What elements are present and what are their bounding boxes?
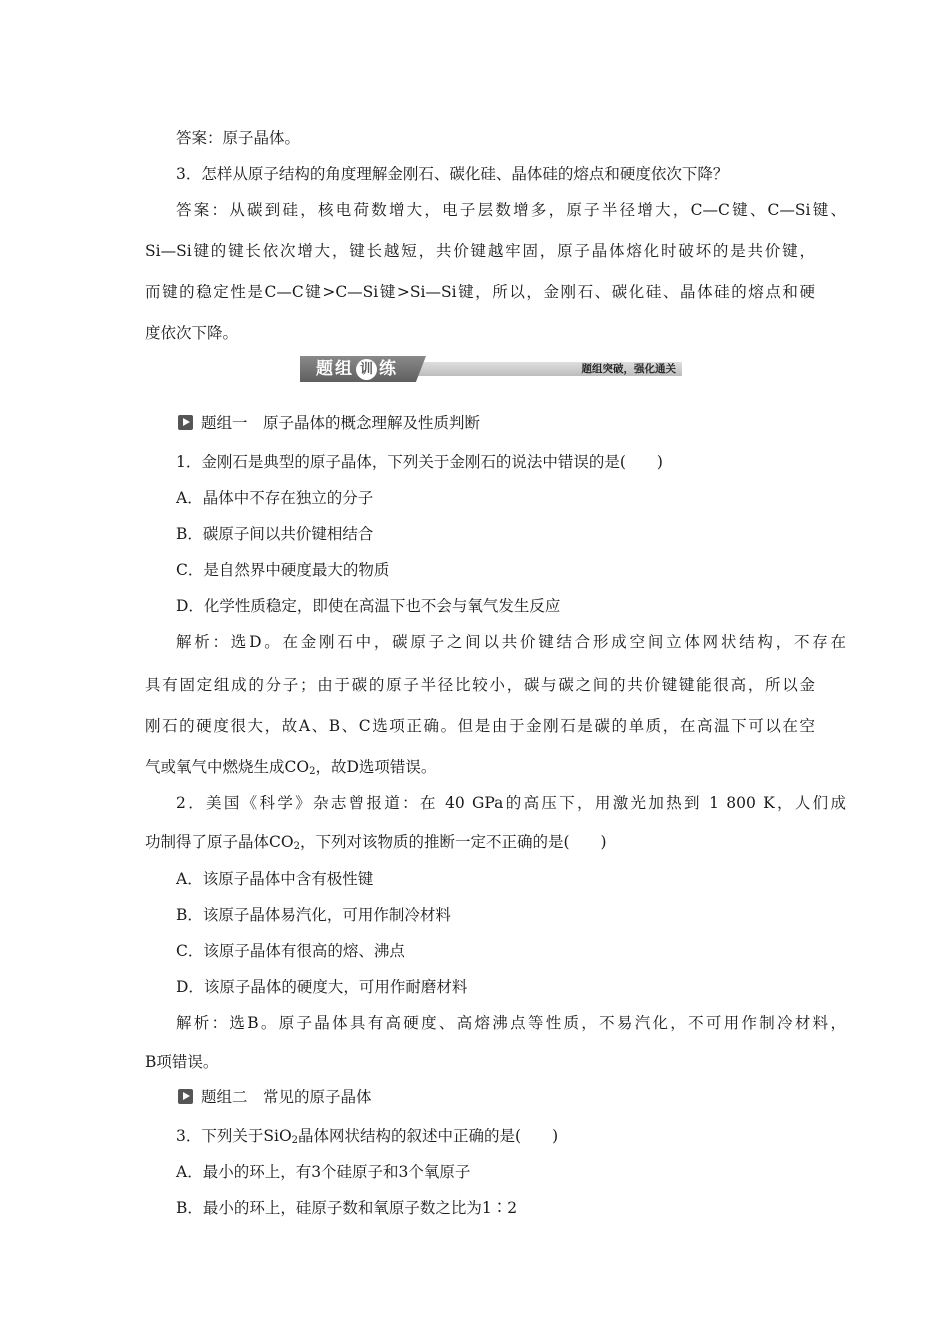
banner-title-part-b: 练 — [379, 359, 398, 379]
g1-q1-analysis-4a: 气或氧气中燃烧生成CO — [145, 758, 310, 776]
g1-q1-option-b: B．碳原子间以共价键相结合 — [176, 525, 374, 543]
banner-bar — [418, 362, 682, 376]
answer-line-4: 度依次下降。 — [145, 324, 239, 342]
g2-q3-stem — [176, 1126, 846, 1146]
answer-line-2: Si—Si键的键长依次增大，键长越短，共价键越牢固，原子晶体熔化时破坏的是共价键， — [145, 242, 815, 260]
group-2-label: 题组二 常见的原子晶体 — [201, 1088, 372, 1106]
banner-circle-glyph: 训 — [356, 359, 377, 380]
answer-line-1: 答案：从碳到硅，核电荷数增大，电子层数增多，原子半径增大，C—C键、C—Si键、 — [176, 201, 846, 219]
banner-title — [316, 358, 398, 380]
g1-q1-analysis-1: 解析：选D。在金刚石中，碳原子之间以共价键结合形成空间立体网状结构，不存在 — [176, 633, 846, 651]
g1-q2-stem-2-sub: 2 — [293, 841, 300, 852]
banner-subtitle: 题组突破，强化通关 — [581, 363, 676, 375]
g1-q1-analysis-2: 具有固定组成的分子；由于碳的原子半径比较小，碳与碳之间的共价键键能很高，所以金 — [145, 676, 815, 694]
g1-q1-option-c: C．是自然界中硬度最大的物质 — [176, 561, 390, 579]
question-3-stem: 3．怎样从原子结构的角度理解金刚石、碳化硅、晶体硅的熔点和硬度依次下降？ — [176, 165, 729, 183]
play-triangle-icon — [178, 415, 193, 430]
g1-q1-option-d: D．化学性质稳定，即使在高温下也不会与氧气发生反应 — [176, 597, 561, 615]
g1-q1-option-a: A．晶体中不存在独立的分子 — [176, 489, 374, 507]
g1-q2-stem-1: 2．美国《科学》杂志曾报道：在 40 GPa的高压下，用激光加热到 1 800 K，人们成 — [176, 794, 846, 812]
g1-q2-option-a: A．该原子晶体中含有极性键 — [176, 870, 374, 888]
g1-q1-stem: 1．金刚石是典型的原子晶体，下列关于金刚石的说法中错误的是( ) — [176, 453, 663, 471]
training-banner — [300, 356, 682, 382]
g1-q1-analysis-3: 刚石的硬度很大，故A、B、C选项正确。但是由于金刚石是碳的单质，在高温下可以在空 — [145, 717, 815, 735]
g1-q1-analysis-4-sub: 2 — [309, 766, 316, 777]
g2-q3-option-b: B．最小的环上，硅原子数和氧原子数之比为1∶2 — [176, 1199, 518, 1217]
g1-q2-analysis-1: 解析：选B。原子晶体具有高硬度、高熔沸点等性质，不易汽化，不可用作制冷材料， — [176, 1014, 846, 1032]
g1-q2-option-c: C．该原子晶体有很高的熔、沸点 — [176, 942, 405, 960]
group-1-label: 题组一 原子晶体的概念理解及性质判断 — [201, 414, 481, 432]
g2-q3-stem-b: 晶体网状结构的叙述中正确的是( ) — [298, 1127, 559, 1145]
g1-q1-analysis-4b: ，故D选项错误。 — [315, 758, 437, 776]
g1-q2-stem-2a: 功制得了原子晶体CO — [145, 833, 294, 851]
g1-q2-option-d: D．该原子晶体的硬度大，可用作耐磨材料 — [176, 978, 468, 996]
g1-q1-analysis-4 — [145, 757, 815, 777]
g1-q2-analysis-2: B项错误。 — [145, 1053, 219, 1071]
answer-text: 答案：原子晶体。 — [176, 129, 301, 147]
g1-q2-stem-2b: ，下列对该物质的推断一定不正确的是( ) — [299, 833, 607, 851]
g2-q3-option-a: A．最小的环上，有3个硅原子和3个氧原子 — [176, 1163, 471, 1181]
group-2-heading — [178, 1087, 372, 1107]
play-triangle-icon — [178, 1089, 193, 1104]
g1-q2-stem-2 — [145, 832, 815, 852]
answer-line-3: 而键的稳定性是C—C键>C—Si键>Si—Si键，所以，金刚石、碳化硅、晶体硅的熔点和硬 — [145, 283, 815, 301]
g2-q3-stem-sub: 2 — [291, 1135, 299, 1146]
g1-q2-option-b: B．该原子晶体易汽化，可用作制冷材料 — [176, 906, 451, 924]
g2-q3-stem-a: 3．下列关于SiO — [176, 1127, 292, 1145]
group-1-heading — [178, 413, 480, 433]
banner-title-part-a: 题组 — [316, 359, 354, 379]
